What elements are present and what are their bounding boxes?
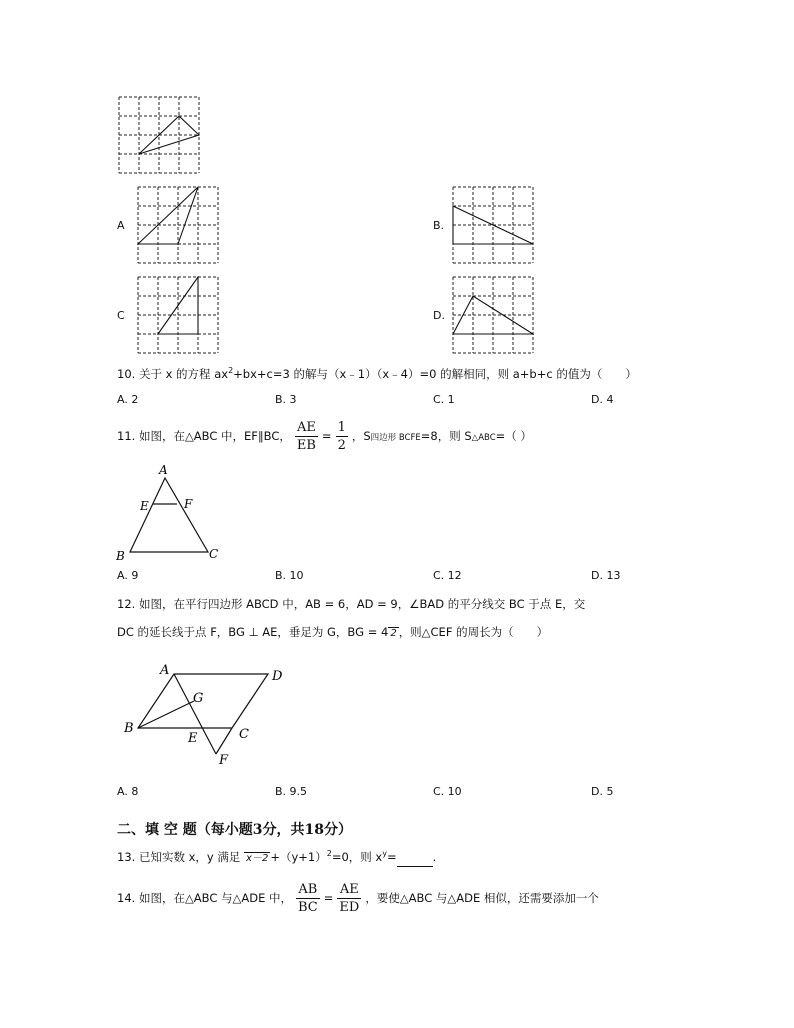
q9-option-a-grid[interactable] xyxy=(137,186,219,266)
q11-option-c[interactable]: C. 12 xyxy=(433,569,462,582)
q13-stem: 13. 已知实数 x，y 满足 $x-2 +(y+1)^2=0$，则 $x^y=$ . xyxy=(117,849,436,867)
q10-option-a[interactable]: A. 2 xyxy=(117,393,139,406)
q12-label-e: E xyxy=(188,731,198,746)
q12-label-a: A xyxy=(160,663,170,678)
q9-option-b-grid[interactable] xyxy=(452,186,534,266)
q9-option-a-label[interactable]: A xyxy=(117,219,125,232)
q9-option-c-grid[interactable] xyxy=(137,276,219,356)
q10-stem: 10. 关于 x 的方程 $ax^2+bx+c=3$ 的解与（x﹣1）（x﹣4）=0 的解相同，则 a+b+c 的值为（ ） xyxy=(117,366,637,381)
q10-option-c[interactable]: C. 1 xyxy=(433,393,455,406)
q11-label-e: E xyxy=(140,499,149,513)
q9-option-c-triangle xyxy=(158,277,198,334)
q12-sqrt: 2 xyxy=(390,628,397,639)
q14-fraction-ae-ed: $\frac{AE}{ED}$ xyxy=(339,882,360,915)
q11-option-d[interactable]: D. 13 xyxy=(591,569,621,582)
q12-label-d: D xyxy=(272,669,283,684)
q11-triangle-figure xyxy=(110,460,230,568)
q9-option-d-label[interactable]: D. xyxy=(433,309,445,322)
q11-triangle-abc xyxy=(130,478,208,552)
q11-option-b[interactable]: B. 10 xyxy=(275,569,304,582)
q12-option-c[interactable]: C. 10 xyxy=(433,785,462,798)
q9-option-a-triangle xyxy=(138,187,198,244)
q12-label-f: F xyxy=(219,753,229,768)
q11-label-a: A xyxy=(159,463,168,477)
q12-stem-line2: DC 的延长线于点 F，BG ⊥ AE，垂足为 G，BG = 4 2 ，则△CEF 的周长为（ ） xyxy=(117,625,549,639)
q14-fraction-ab-bc: $\frac{AB}{BC}$ xyxy=(298,882,318,915)
q14-stem: 14. 如图，在△ABC 与△ADE 中， $\frac{AB}{BC}$ = $\frac{AE}{ED}$ ，要使△ABC 与△ADE 相似，还需要添加一个 xyxy=(117,882,599,915)
q12-parallelogram-figure xyxy=(118,660,298,770)
q9-option-d-grid[interactable] xyxy=(452,276,534,356)
q12-option-b[interactable]: B. 9.5 xyxy=(275,785,308,798)
q9-option-c-label[interactable]: C xyxy=(117,309,125,322)
q11-label-b: B xyxy=(116,549,125,563)
q13-answer-blank[interactable] xyxy=(397,854,433,867)
q12-label-g: G xyxy=(193,691,204,706)
q11-label-c: C xyxy=(209,547,219,561)
q12-option-a[interactable]: A. 8 xyxy=(117,785,139,798)
q12-stem-line1: 12. 如图，在平行四边形 ABCD 中，AB = 6，AD = 9，∠BAD 的平分线交 BC 于点 E，交 xyxy=(117,597,586,611)
q11-stem: 11. 如图，在△ABC 中，EF∥BC， $\frac{AE}{EB}$ = $\frac{1}{2}$ ，S四边形 BCFE=8，则 S△ABC=（ ） xyxy=(117,420,532,453)
q9-option-b-label[interactable]: B. xyxy=(433,219,445,232)
q12-option-d[interactable]: D. 5 xyxy=(591,785,614,798)
q11-option-a[interactable]: A. 9 xyxy=(117,569,139,582)
section-2-heading: 二、填 空 题（每小题3分，共18分） xyxy=(117,822,352,838)
q12-label-b: B xyxy=(124,721,134,736)
q9-original-grid xyxy=(118,96,200,176)
q10-option-b[interactable]: B. 3 xyxy=(275,393,297,406)
q10-option-d[interactable]: D. 4 xyxy=(591,393,614,406)
q11-fraction-ae-eb: $\frac{AE}{EB}$ xyxy=(296,420,316,453)
q12-label-c: C xyxy=(239,727,249,742)
q13-sqrt: x－2 xyxy=(246,853,269,864)
q11-fraction-half: $\frac{1}{2}$ xyxy=(337,420,346,453)
q11-label-f: F xyxy=(184,497,193,511)
q12-segment-cf xyxy=(216,728,232,754)
